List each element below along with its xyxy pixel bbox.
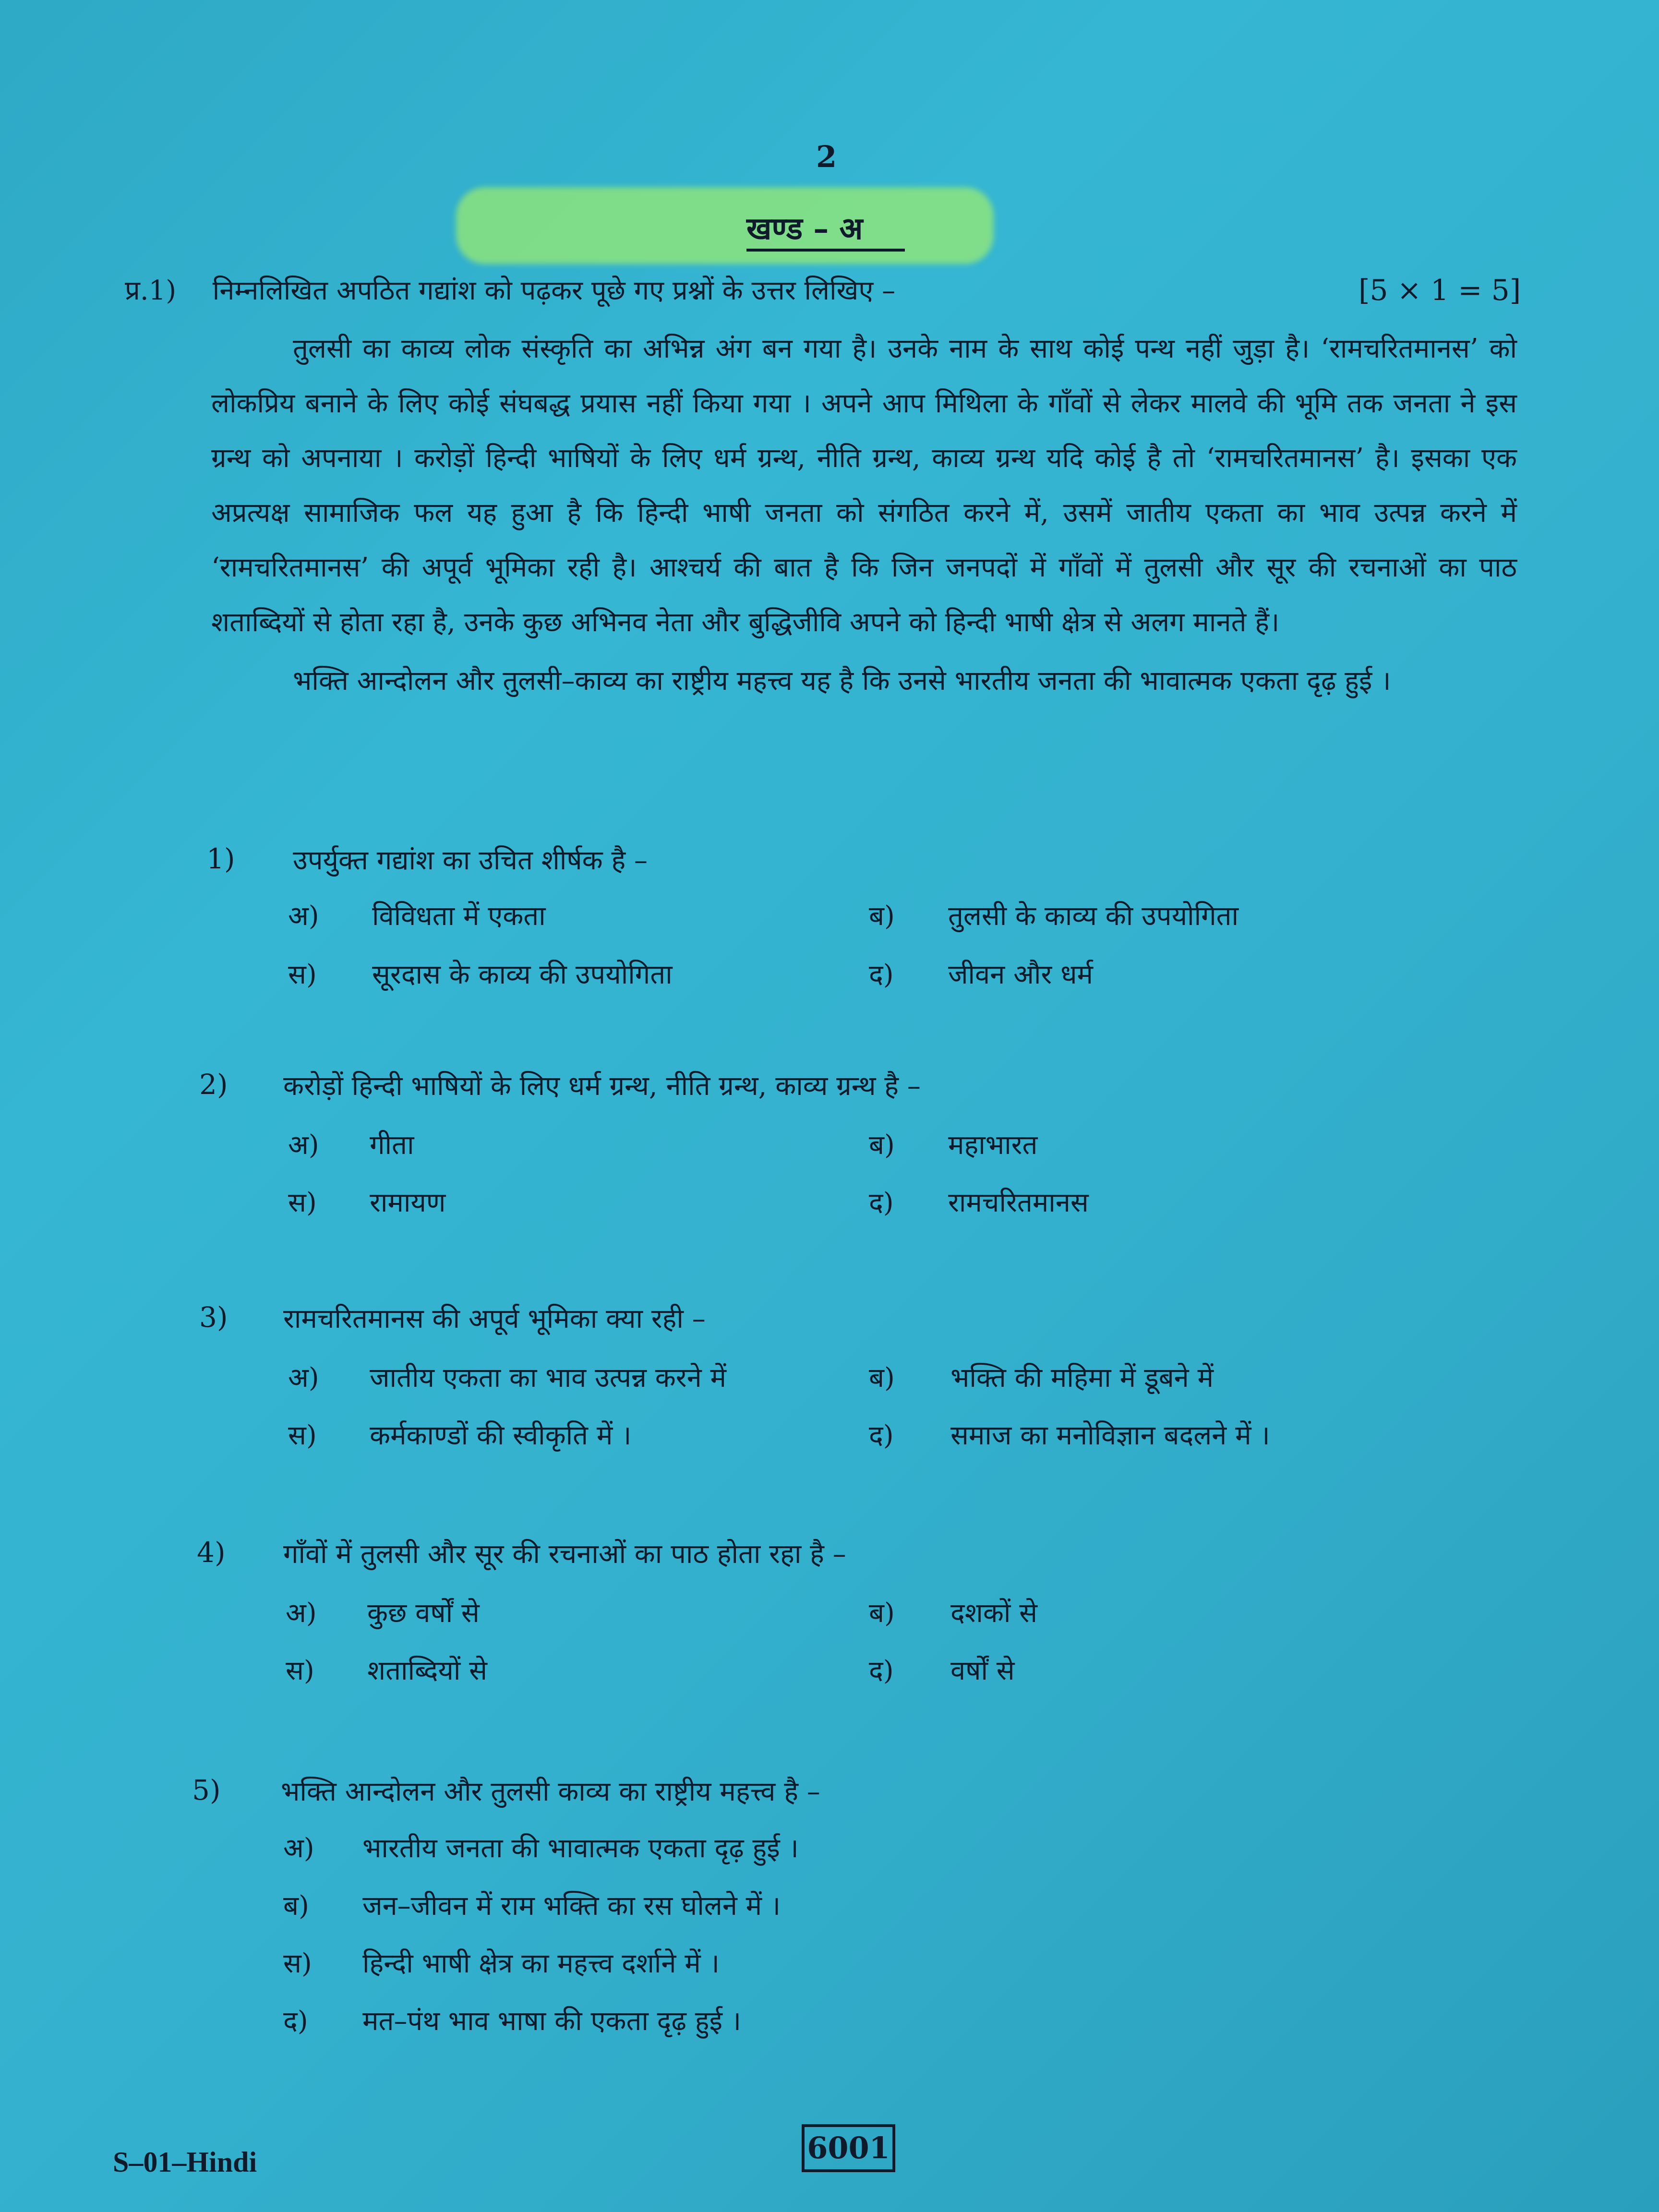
option-label: द)	[283, 2006, 308, 2037]
question-main	[125, 271, 895, 308]
option-text: भक्ति की महिमा में डूबने में	[950, 1362, 1214, 1394]
option-label: अ)	[286, 1598, 317, 1629]
option-text: कर्मकाण्डों की स्वीकृति में ।	[370, 1420, 632, 1451]
option-label: स)	[288, 1187, 317, 1218]
option-text: गीता	[370, 1130, 414, 1161]
passage-paragraph-1: तुलसी का काव्य लोक संस्कृति का अभिन्न अंग बन गया है। उनके नाम के साथ कोई पन्थ नहीं जुड़ा है। ‘रामचरितमानस’ को लोकप्रिय बनाने के लिए कोई संघबद्ध प्रयास नहीं किया गया । अपने आप मिथिला के गाँवों से लेकर मालवे की भूमि तक जनता ने इस ग्रन्थ को अपनाया । करोड़ों हिन्दी भाषियों के लिए धर्म ग्रन्थ, नीति ग्रन्थ, काव्य ग्रन्थ यदि कोई है तो ‘रामचरितमानस’ है। इसका एक अप्रत्यक्ष सामाजिक फल यह हुआ है कि हिन्दी भाषी जनता को संगठित करने में, उसमें जातीय एकता का भाव उत्पन्न करने में ‘रामचरितमानस’ की अपूर्व भूमिका रही है। आश्चर्य की बात है कि जिन जनपदों में गाँवों में तुलसी और सूर की रचनाओं का पाठ शताब्दियों से होता रहा है, उनके कुछ अभिनव नेता और बुद्धिजीवि अपने को हिन्दी भाषी क्षेत्र से अलग मानते हैं।	[211, 333, 1517, 638]
question-text: उपर्युक्त गद्यांश का उचित शीर्षक है –	[293, 845, 648, 876]
option-label: द)	[869, 1187, 894, 1218]
question-main-label: प्र.1)	[125, 275, 177, 306]
option-text: समाज का मनोविज्ञान बदलने में ।	[950, 1420, 1270, 1451]
question-marks: [5 × 1 = 5]	[1358, 274, 1521, 307]
question-number: 4)	[197, 1536, 226, 1569]
option-text: महाभारत	[948, 1130, 1038, 1161]
option-text: सूरदास के काव्य की उपयोगिता	[372, 959, 673, 990]
option-text: शताब्दियों से	[367, 1655, 488, 1686]
option-label: अ)	[288, 901, 319, 932]
option-text: रामायण	[370, 1187, 446, 1218]
question-number: 5)	[192, 1774, 221, 1806]
option-text: जातीय एकता का भाव उत्पन्न करने में	[370, 1362, 727, 1394]
option-label: स)	[288, 1420, 317, 1451]
option-label: अ)	[288, 1362, 319, 1394]
option-label: स)	[286, 1655, 314, 1686]
question-text: भक्ति आन्दोलन और तुलसी काव्य का राष्ट्रीय महत्त्व है –	[281, 1776, 820, 1807]
paper-code: S–01–Hindi	[113, 2146, 257, 2178]
option-label: ब)	[869, 901, 895, 932]
option-label: द)	[869, 959, 894, 990]
section-title: खण्ड – अ	[746, 211, 863, 247]
question-number: 3)	[199, 1301, 228, 1334]
option-label: ब)	[869, 1598, 895, 1629]
section-title-underline	[746, 249, 905, 252]
question-main-text: निम्नलिखित अपठित गद्यांश को पढ़कर पूछे गए प्रश्नों के उत्तर लिखिए –	[212, 275, 896, 306]
question-text: गाँवों में तुलसी और सूर की रचनाओं का पाठ होता रहा है –	[283, 1539, 846, 1570]
question-number: 2)	[199, 1068, 228, 1101]
passage-paragraph-2: भक्ति आन्दोलन और तुलसी–काव्य का राष्ट्रीय महत्त्व यह है कि उनसे भारतीय जनता की भावात्मक एकता दृढ़ हुई ।	[293, 665, 1391, 697]
option-label: ब)	[869, 1130, 895, 1161]
page-code-box: 6001	[802, 2124, 895, 2172]
option-text: जीवन और धर्म	[948, 959, 1093, 990]
option-label: द)	[869, 1655, 894, 1686]
option-text: हिन्दी भाषी क्षेत्र का महत्त्व दर्शाने में ।	[362, 1948, 720, 1979]
highlighter-mark	[456, 187, 994, 264]
option-label: ब)	[283, 1890, 309, 1922]
passage	[211, 322, 1517, 709]
option-label: द)	[869, 1420, 894, 1451]
question-text: करोड़ों हिन्दी भाषियों के लिए धर्म ग्रन्थ, नीति ग्रन्थ, काव्य ग्रन्थ है –	[283, 1070, 921, 1102]
option-label: अ)	[283, 1833, 314, 1864]
question-text: रामचरितमानस की अपूर्व भूमिका क्या रही –	[283, 1303, 706, 1334]
option-text: दशकों से	[950, 1598, 1037, 1629]
option-text: विविधता में एकता	[372, 901, 546, 932]
option-text: भारतीय जनता की भावात्मक एकता दृढ़ हुई ।	[362, 1833, 799, 1864]
option-text: रामचरितमानस	[948, 1187, 1089, 1218]
option-label: स)	[288, 959, 317, 990]
option-label: ब)	[869, 1362, 895, 1394]
option-text: कुछ वर्षों से	[367, 1598, 480, 1629]
option-text: तुलसी के काव्य की उपयोगिता	[948, 901, 1239, 932]
option-text: जन–जीवन में राम भक्ति का रस घोलने में ।	[362, 1890, 781, 1922]
option-text: मत–पंथ भाव भाषा की एकता दृढ़ हुई ।	[362, 2006, 741, 2037]
option-label: स)	[283, 1948, 312, 1979]
option-text: वर्षों से	[950, 1655, 1015, 1686]
option-label: अ)	[288, 1130, 319, 1161]
page-number: 2	[816, 139, 837, 174]
question-number: 1)	[206, 842, 235, 875]
